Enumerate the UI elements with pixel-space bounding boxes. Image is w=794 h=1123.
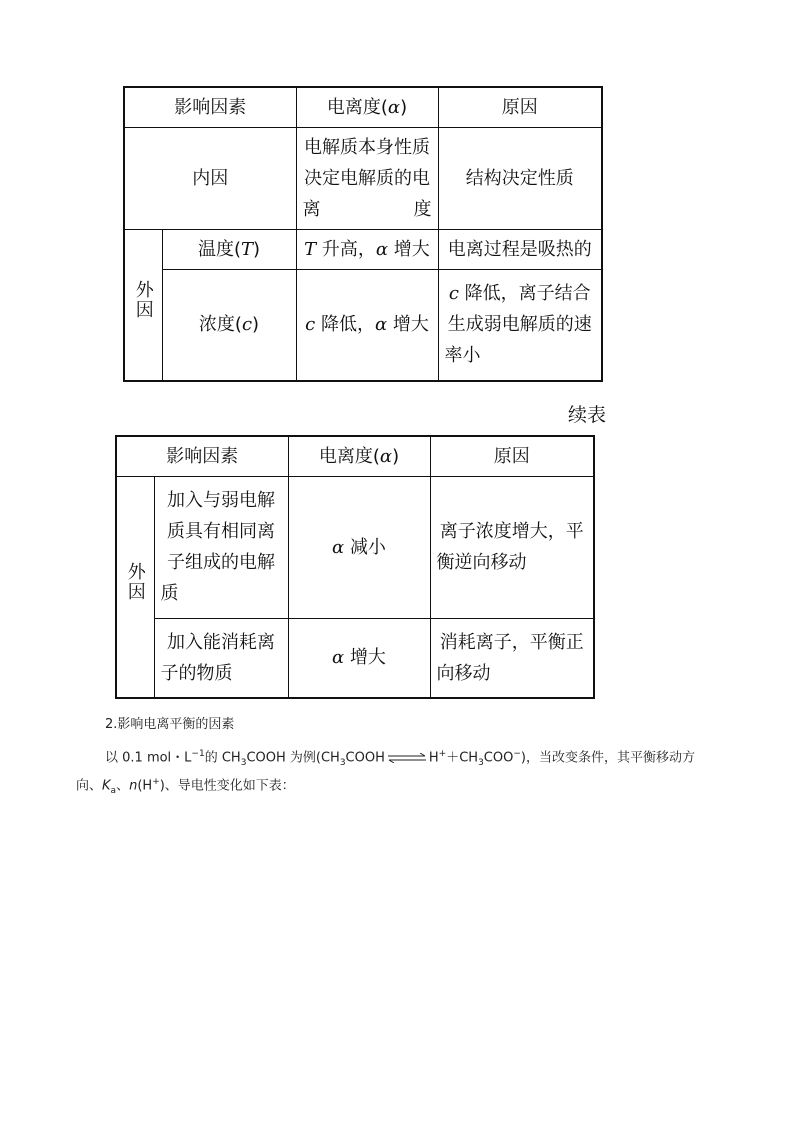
internal-factor: 内因 <box>124 127 296 229</box>
same-ion-degree: α 减小 <box>288 476 430 618</box>
section-paragraph-line-2: 向、$K_a$、n(H+)、导电性变化如下表： <box>76 777 295 796</box>
temp-degree: T 升高，α 增大 <box>296 229 438 269</box>
internal-degree: 电解质本身性质决定电解质的电离度 <box>296 127 438 229</box>
same-ion-factor: 加入与弱电解质具有相同离子组成的电解质 <box>154 476 288 618</box>
equilibrium-arrow-icon <box>387 753 427 763</box>
internal-reason: 结构决定性质 <box>438 127 602 229</box>
temp-reason: 电离过程是吸热的 <box>438 229 602 269</box>
conc-reason: c 降低，离子结合生成弱电解质的速率小 <box>438 269 602 381</box>
header-factor: 影响因素 <box>116 436 288 476</box>
external-label: 外因 <box>116 476 154 698</box>
table-row <box>124 269 602 381</box>
continued-label: 续表 <box>568 404 607 426</box>
external-label: 外因 <box>124 229 162 381</box>
table-row <box>124 229 602 269</box>
section-heading: 2.影响电离平衡的因素 <box>105 717 235 732</box>
table-row <box>116 618 594 698</box>
same-ion-reason: 离子浓度增大，平衡逆向移动 <box>430 476 594 618</box>
consume-ion-factor: 加入能消耗离子的物质 <box>154 618 288 698</box>
table-row <box>124 127 602 229</box>
table-row <box>116 476 594 618</box>
temp-factor: 温度(T) <box>162 229 296 269</box>
ionization-factors-table <box>123 86 603 382</box>
section-paragraph-line-1: 以 0.1 mol・$L^{-1}$的 $CH_3COOH$ 为例($CH_3COOH$ $H^++CH_3COO^-$)，当改变条件，其平衡移动方 <box>105 749 695 768</box>
consume-ion-degree: α 增大 <box>288 618 430 698</box>
header-reason: 原因 <box>438 87 602 127</box>
header-reason: 原因 <box>430 436 594 476</box>
header-degree: 电离度(α) <box>288 436 430 476</box>
table-header-row <box>124 87 602 127</box>
header-degree: 电离度(α) <box>296 87 438 127</box>
conc-degree: c 降低，α 增大 <box>296 269 438 381</box>
header-factor: 影响因素 <box>124 87 296 127</box>
table-header-row <box>116 436 594 476</box>
ionization-factors-table-continued <box>115 435 595 699</box>
consume-ion-reason: 消耗离子，平衡正向移动 <box>430 618 594 698</box>
conc-factor: 浓度(c) <box>162 269 296 381</box>
